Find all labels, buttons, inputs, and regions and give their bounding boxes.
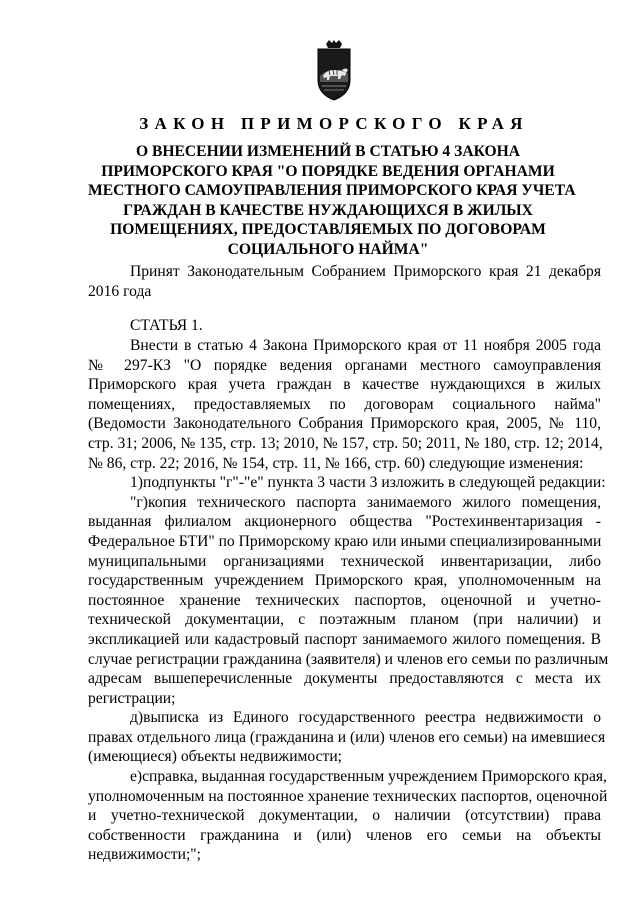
coat-of-arms-icon <box>304 40 364 102</box>
body-line: помещениях, предоставляемых по договорам социального найма" <box>88 395 601 413</box>
body-line: 1)подпункты "г"-"е" пункта 3 части 3 изложить в следующей редакции: <box>130 474 606 492</box>
subtitle-line: О ВНЕСЕНИИ ИЗМЕНЕНИЙ В СТАТЬЮ 4 ЗАКОНА <box>135 143 521 160</box>
subtitle-line: МЕСТНОГО САМОУПРАВЛЕНИЯ ПРИМОРСКОГО КРАЯ УЧЕТА <box>88 182 576 200</box>
body-line: Федеральное БТИ" по Приморскому краю или иными специализированными <box>88 532 602 550</box>
body-line: выданная филиалом акционерного общества "Ростехинвентаризация - <box>88 513 601 531</box>
article-body <box>88 336 609 865</box>
body-line: № 86, стр. 22; 2016, № 154, стр. 11, № 166, стр. 60) следующие изменения: <box>88 454 584 472</box>
adoption-line: 2016 года <box>88 282 152 300</box>
body-line: (Ведомости Законодательного Собрания Приморского края, 2005, № 110, <box>88 415 601 433</box>
body-line: экспликацией или кадастровый паспорт занимаемого жилого помещения. В <box>88 630 601 648</box>
subtitle-line: ГРАЖДАН В КАЧЕСТВЕ НУЖДАЮЩИХСЯ В ЖИЛЫХ <box>123 201 533 219</box>
article-label: СТАТЬЯ 1. <box>130 317 203 334</box>
body-line: е)справка, выданная государственным учреждением Приморского края, <box>130 768 607 786</box>
body-line: регистрации; <box>88 689 176 707</box>
body-line: технической документации, с поэтажным планом (при наличии) и <box>88 611 601 629</box>
body-line: недвижимости;"; <box>88 846 201 864</box>
adoption-line: Принят Законодательным Собранием Приморского края 21 декабря <box>130 263 601 280</box>
body-line: стр. 31; 2006, № 135, стр. 13; 2010, № 157, стр. 50; 2011, № 180, стр. 12; 2014, <box>88 434 603 452</box>
subtitle-line: ПРИМОРСКОГО КРАЯ "О ПОРЯДКЕ ВЕДЕНИЯ ОРГАНАМИ <box>101 162 555 180</box>
subtitle-line: ПОМЕЩЕНИЯХ, ПРЕДОСТАВЛЯЕМЫХ ПО ДОГОВОРАМ <box>110 221 546 239</box>
body-line: Внести в статью 4 Закона Приморского края от 11 ноября 2005 года <box>130 337 601 354</box>
body-line: муниципальными организациями технической инвентаризации, либо <box>88 552 601 570</box>
body-line: случае регистрации гражданина (заявителя) и членов его семьи по различным <box>88 650 609 668</box>
body-line: собственности гражданина и (или) членов его семьи на объекты <box>88 826 601 844</box>
law-title: ЗАКОН ПРИМОРСКОГО КРАЯ <box>139 114 529 133</box>
body-line: Приморского края учета граждан в качестве нуждающихся в жилых <box>88 376 601 394</box>
body-line: правах отдельного лица (гражданина и (или) членов его семьи) на имевшиеся <box>88 728 606 746</box>
adoption-note <box>88 262 601 301</box>
body-line: (имеющиеся) объекты недвижимости; <box>88 748 342 766</box>
body-line: д)выписка из Единого государственного реестра недвижимости о <box>130 709 601 727</box>
body-line: уполномоченным на постоянное хранение технических паспортов, оценочной <box>88 787 608 805</box>
body-line: и учетно-технической документации, о наличии (отсутствии) права <box>88 807 601 825</box>
subtitle-line: СОЦИАЛЬНОГО НАЙМА" <box>227 240 429 258</box>
body-line: государственным учреждением Приморского края, уполномоченным на <box>88 572 601 590</box>
body-line: № 297-КЗ "О порядке ведения органами местного самоуправления <box>88 356 601 374</box>
body-line: адресам вышеперечисленные документы предоставляются с места их <box>88 670 601 688</box>
body-line: "г)копия технического паспорта занимаемого жилого помещения, <box>130 493 601 511</box>
law-subtitle <box>88 142 576 260</box>
body-line: постоянное хранение технических паспортов, оценочной и учетно- <box>88 591 601 609</box>
